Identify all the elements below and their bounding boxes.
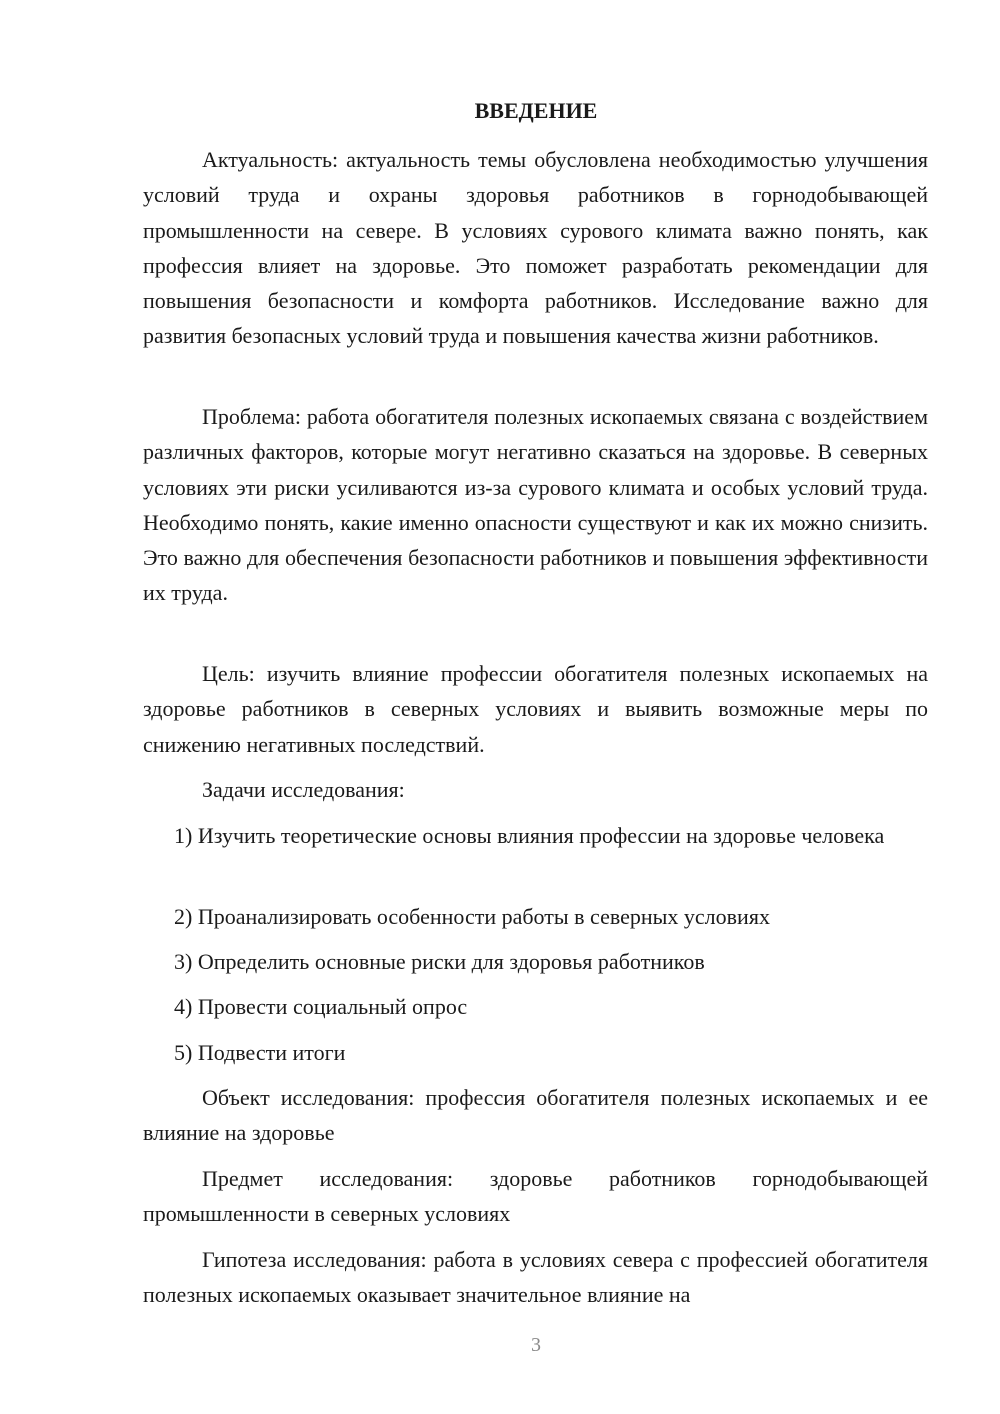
task-item-5: 5) Подвести итоги bbox=[174, 1040, 346, 1065]
paragraph-problem: Проблема: работа обогатителя полезных ископаемых связана с воздействием различных факторов, которые могут негативно сказаться на здоровье. В северных условиях эти риски усиливаются из-за сурового климата и особых условий труда. Необходимо понять, какие именно опасности существуют и как их можно снизить. Это важно для обеспечения безопасности работников и повышения эффективности их труда. bbox=[143, 404, 928, 606]
paragraph-hypothesis: Гипотеза исследования: работа в условиях севера с профессией обогатителя полезных ископаемых оказывает значительное влияние на bbox=[143, 1247, 928, 1308]
paragraph-subject: Предмет исследования: здоровье работников горнодобывающей промышленности в северных условиях bbox=[143, 1166, 928, 1227]
paragraph-goal: Цель: изучить влияние профессии обогатителя полезных ископаемых на здоровье работников в северных условиях и выявить возможные меры по снижению негативных последствий. bbox=[143, 661, 928, 757]
page-number: 3 bbox=[531, 1334, 541, 1356]
task-item-4: 4) Провести социальный опрос bbox=[174, 994, 468, 1019]
task-item-1: 1) Изучить теоретические основы влияния профессии на здоровье человека bbox=[174, 823, 885, 848]
task-item-2: 2) Проанализировать особенности работы в северных условиях bbox=[174, 904, 770, 929]
page-title: ВВЕДЕНИЕ bbox=[474, 98, 598, 123]
paragraph-object: Объект исследования: профессия обогатителя полезных ископаемых и ее влияние на здоровье bbox=[143, 1085, 928, 1146]
tasks-heading: Задачи исследования: bbox=[202, 777, 405, 802]
paragraph-relevance: Актуальность: актуальность темы обусловлена необходимостью улучшения условий труда и охраны здоровья работников в горнодобывающей промышленности на севере. В условиях сурового климата важно понять, как профессия влияет на здоровье. Это поможет разработать рекомендации для повышения безопасности и комфорта работников. Исследование важно для развития безопасных условий труда и повышения качества жизни работников. bbox=[143, 147, 928, 349]
task-item-3: 3) Определить основные риски для здоровья работников bbox=[174, 949, 705, 974]
